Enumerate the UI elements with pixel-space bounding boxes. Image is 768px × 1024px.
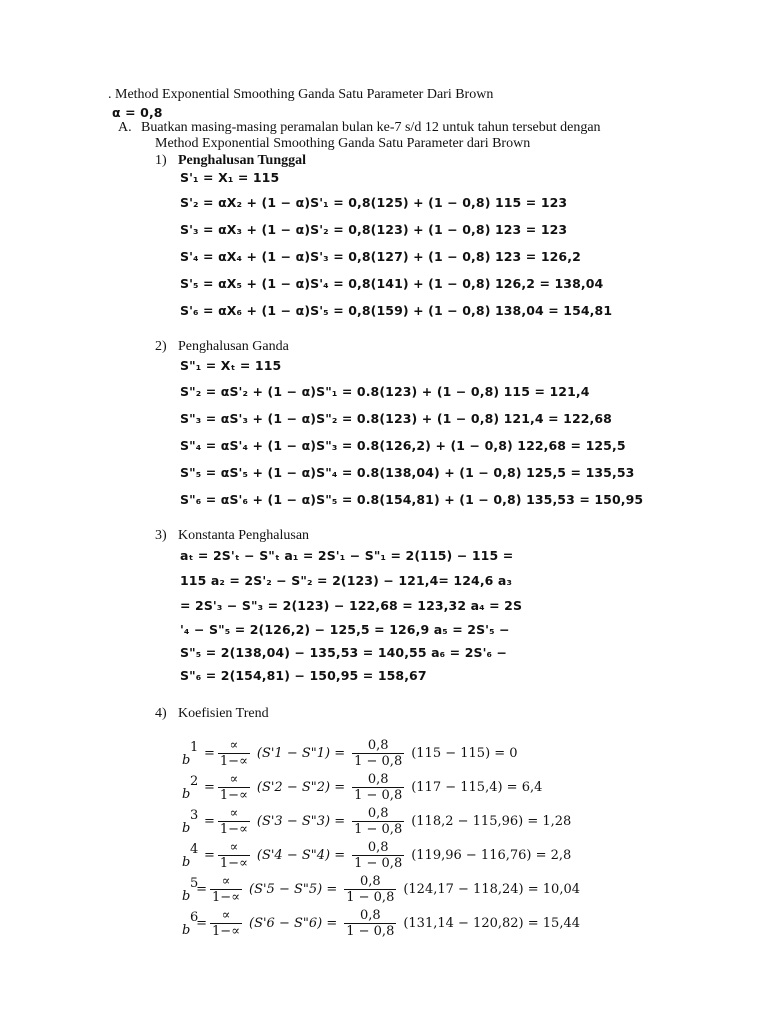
trend-row (180, 770, 580, 804)
alpha-fraction: $\frac{\propto}{1-\propto}$ (219, 839, 248, 871)
step-1-line: S'₅ = αX₅ + (1 − α)S'₄ = 0,8(141) + (1 − 0,8) 126,2 = 138,04 (180, 276, 604, 291)
b-symbol: b (182, 753, 191, 768)
result-term: (131,14 − 120,82) = 15,44 (403, 915, 580, 931)
equals-sign: = (196, 915, 208, 931)
step-2-number: 2) (155, 339, 167, 354)
step-2-line: S"₅ = αS'₅ + (1 − α)S"₄ = 0.8(138,04) + (1 − 0,8) 125,5 = 135,53 (180, 465, 635, 480)
trend-row (180, 872, 580, 906)
step-4-title: Koefisien Trend (178, 706, 269, 721)
result-term: (118,2 − 115,96) = 1,28 (411, 813, 572, 829)
result-term: (117 − 115,4) = 6,4 (411, 779, 543, 795)
step-3-line: '₄ − S"₅ = 2(126,2) − 125,5 = 126,9 a₅ = 2S'₅ − (180, 622, 510, 637)
result-term: (115 − 115) = 0 (411, 745, 518, 761)
b-symbol: b (182, 855, 191, 870)
step-3-line: 115 a₂ = 2S'₂ − S"₂ = 2(123) − 121,4= 124,6 a₃ (180, 573, 513, 588)
equals-sign: = (204, 847, 215, 863)
alpha-fraction: $\frac{\propto}{1-\propto}$ (219, 771, 248, 803)
step-3-title: Konstanta Penghalusan (178, 528, 310, 543)
step-1-line: S'₂ = αX₂ + (1 − α)S'₁ = 0,8(125) + (1 − 0,8) 115 = 123 (180, 195, 568, 210)
step-2-title: Penghalusan Ganda (178, 339, 289, 354)
value-fraction: $\frac{0,8}{1 - 0,8}$ (354, 805, 403, 837)
step-1-title: Penghalusan Tunggal (178, 153, 307, 168)
trend-row (180, 804, 580, 838)
step-2-line: S"₁ = Xₜ = 115 (180, 358, 282, 373)
equals-sign: = (204, 813, 215, 829)
trend-row (180, 838, 580, 872)
b-index: 3 (190, 808, 199, 823)
step-1-line: S'₄ = αX₄ + (1 − α)S'₃ = 0,8(127) + (1 − 0,8) 123 = 126,2 (180, 249, 581, 264)
document-title: . Method Exponential Smoothing Ganda Satu Parameter Dari Brown (108, 87, 494, 102)
b-symbol: b (182, 821, 191, 836)
equals-sign: = (196, 881, 208, 897)
difference-term: (S'4 − S"4) = (256, 847, 346, 863)
step-1-number: 1) (155, 153, 167, 168)
result-term: (119,96 − 116,76) = 2,8 (411, 847, 572, 863)
difference-term: (S'3 − S"3) = (256, 813, 346, 829)
b-symbol: b (182, 889, 191, 904)
value-fraction: $\frac{0,8}{1 - 0,8}$ (346, 873, 395, 905)
b-symbol: b (182, 787, 191, 802)
b-index: 1 (190, 740, 199, 755)
step-1-line: S'₆ = αX₆ + (1 − α)S'₅ = 0,8(159) + (1 − 0,8) 138,04 = 154,81 (180, 303, 613, 318)
step-3-line: S"₆ = 2(154,81) − 150,95 = 158,67 (180, 668, 427, 683)
step-4-number: 4) (155, 706, 167, 721)
difference-term: (S'6 − S"6) = (249, 915, 338, 931)
b-index: 5 (190, 876, 199, 891)
b-index: 4 (190, 842, 199, 857)
step-1-line: S'₃ = αX₃ + (1 − α)S'₂ = 0,8(123) + (1 − 0,8) 123 = 123 (180, 222, 568, 237)
step-2-line: S"₆ = αS'₆ + (1 − α)S"₅ = 0.8(154,81) + (1 − 0,8) 135,53 = 150,95 (180, 492, 644, 507)
section-a-line-1: Buatkan masing-masing peramalan bulan ke-7 s/d 12 untuk tahun tersebut dengan (141, 120, 601, 135)
step-2-line: S"₄ = αS'₄ + (1 − α)S"₃ = 0.8(126,2) + (1 − 0,8) 122,68 = 125,5 (180, 438, 626, 453)
trend-row (180, 736, 580, 770)
b-index: 6 (190, 910, 199, 925)
step-3-number: 3) (155, 528, 167, 543)
b-symbol: b (182, 923, 191, 938)
equals-sign: = (204, 779, 215, 795)
equals-sign: = (204, 745, 215, 761)
alpha-fraction: $\frac{\propto}{1-\propto}$ (219, 737, 248, 769)
value-fraction: $\frac{0,8}{1 - 0,8}$ (346, 907, 395, 939)
section-a-marker: A. (118, 120, 132, 135)
alpha-fraction: $\frac{\propto}{1-\propto}$ (219, 805, 248, 837)
trend-formulas (180, 736, 580, 940)
difference-term: (S'1 − S"1) = (256, 745, 346, 761)
step-3-line: = 2S'₃ − S"₃ = 2(123) − 122,68 = 123,32 a₄ = 2S (180, 598, 523, 613)
trend-row (180, 906, 580, 940)
value-fraction: $\frac{0,8}{1 - 0,8}$ (354, 737, 403, 769)
step-2-line: S"₂ = αS'₂ + (1 − α)S"₁ = 0.8(123) + (1 − 0,8) 115 = 121,4 (180, 384, 590, 399)
difference-term: (S'5 − S"5) = (249, 881, 338, 897)
step-2-line: S"₃ = αS'₃ + (1 − α)S"₂ = 0.8(123) + (1 − 0,8) 121,4 = 122,68 (180, 411, 612, 426)
value-fraction: $\frac{0,8}{1 - 0,8}$ (354, 771, 403, 803)
step-1-line: S'₁ = X₁ = 115 (180, 170, 280, 185)
alpha-fraction: $\frac{\propto}{1-\propto}$ (212, 907, 240, 939)
alpha-value: α = 0,8 (112, 105, 163, 120)
b-index: 2 (190, 774, 199, 789)
step-3-line: aₜ = 2S'ₜ − S"ₜ a₁ = 2S'₁ − S"₁ = 2(115) − 115 = (180, 548, 514, 563)
alpha-fraction: $\frac{\propto}{1-\propto}$ (212, 873, 240, 905)
result-term: (124,17 − 118,24) = 10,04 (403, 881, 580, 897)
section-a-line-2: Method Exponential Smoothing Ganda Satu Parameter dari Brown (155, 136, 531, 151)
value-fraction: $\frac{0,8}{1 - 0,8}$ (354, 839, 403, 871)
step-3-line: S"₅ = 2(138,04) − 135,53 = 140,55 a₆ = 2S'₆ − (180, 645, 508, 660)
difference-term: (S'2 − S"2) = (256, 779, 346, 795)
